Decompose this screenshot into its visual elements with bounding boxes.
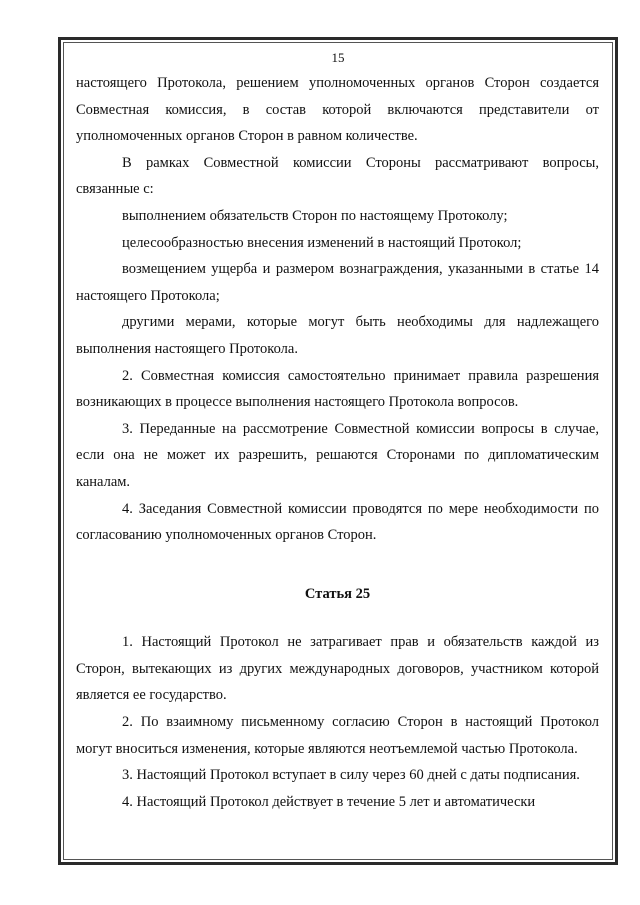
paragraph-clause-3: 3. Переданные на рассмотрение Совместной комиссии вопросы в случае, если она не может их разрешить, решаются Сторонами по дипломатическим каналам. <box>76 420 599 490</box>
paragraph-article-25-clause-2: 2. По взаимному письменному согласию Сторон в настоящий Протокол могут вноситься изменения, которые являются неотъемлемой частью Протокола. <box>76 714 599 757</box>
paragraph-clause-4: 4. Заседания Совместной комиссии проводятся по мере необходимости по согласованию уполномоченных органов Сторон. <box>76 500 599 544</box>
paragraph-article-25-clause-4: 4. Настоящий Протокол действует в течение 5 лет и автоматически <box>122 793 536 810</box>
document-body <box>76 70 599 815</box>
paragraph-joint-commission-intro: В рамках Совместной комиссии Стороны рассматривают вопросы, связанные с: <box>76 154 599 198</box>
paragraph-clause-2: 2. Совместная комиссия самостоятельно принимает правила разрешения возникающих в процессе выполнения настоящего Протокола вопросов. <box>76 367 599 411</box>
article-heading: Статья 25 <box>304 585 371 602</box>
page-number: 15 <box>331 50 345 65</box>
paragraph-continuation: настоящего Протокола, решением уполномоченных органов Сторон создается Совместная комиссия, в состав которой включаются представители от уполномоченных органов Сторон в равном количестве. <box>76 75 599 145</box>
list-item: целесообразностью внесения изменений в настоящий Протокол; <box>122 234 522 251</box>
list-item: другими мерами, которые могут быть необходимы для надлежащего выполнения настоящего Протокола. <box>76 314 599 357</box>
list-item: возмещением ущерба и размером вознаграждения, указанными в статье 14 настоящего Протокола; <box>76 261 599 304</box>
paragraph-article-25-clause-1: 1. Настоящий Протокол не затрагивает прав и обязательств каждой из Сторон, вытекающих из других международных договоров, участником которой является ее государство. <box>76 634 599 704</box>
list-item: выполнением обязательств Сторон по настоящему Протоколу; <box>122 207 508 224</box>
paragraph-article-25-clause-3: 3. Настоящий Протокол вступает в силу через 60 дней с даты подписания. <box>122 767 580 784</box>
